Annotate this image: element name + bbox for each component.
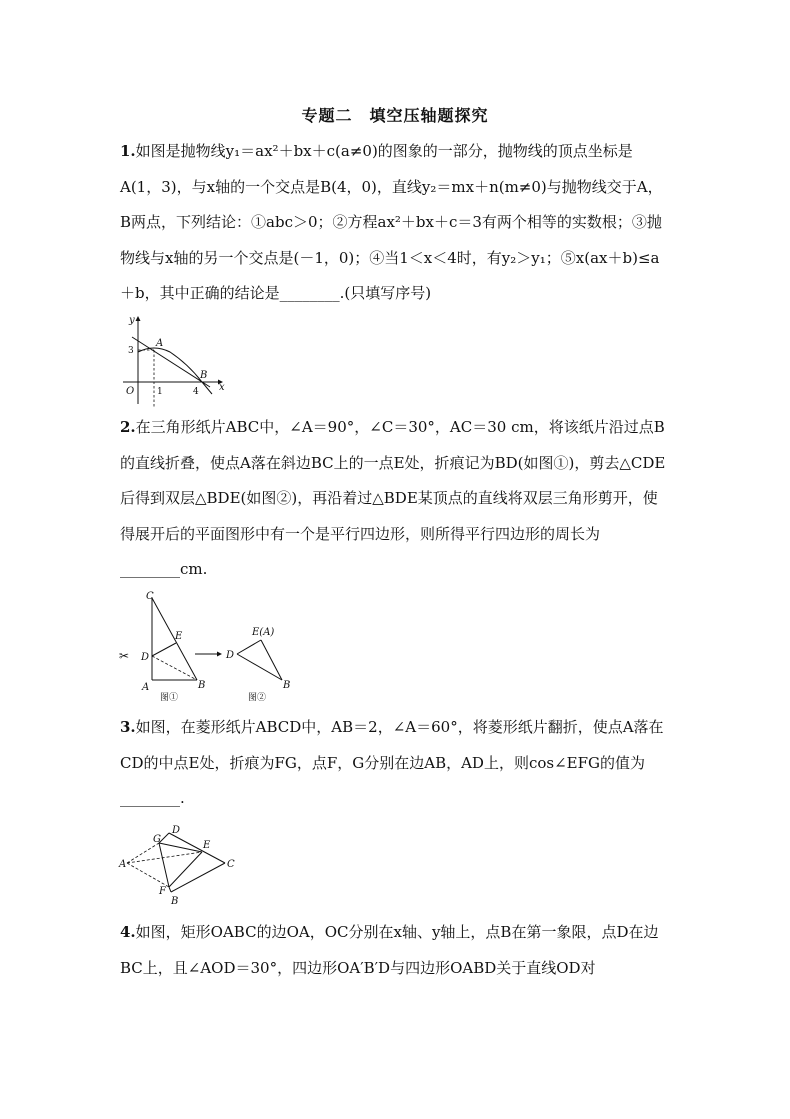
problem-number: 4. <box>120 923 136 941</box>
point-a-label: A <box>142 682 150 693</box>
problem-2 <box>120 410 672 588</box>
point-b-label: B <box>200 370 208 381</box>
problem-1 <box>120 134 672 312</box>
problem-text: 如图，矩形OABC的边OA，OC分别在x轴、y轴上，点B在第一象限，点D在边BC上，且∠AOD＝30°，四边形OA′B′D与四边形OABD关于直线OD对 <box>120 923 659 977</box>
point-b-label: B <box>171 896 179 907</box>
point-e-label: E <box>203 840 211 851</box>
point-e-label: E <box>175 631 183 642</box>
problem-number: 1. <box>120 142 136 160</box>
problem-4 <box>120 915 672 986</box>
parabola-figure <box>118 312 228 412</box>
point-d-label: D <box>141 652 150 663</box>
caption-figure-2: 图② <box>248 693 267 703</box>
page-title: 专题二 填空压轴题探究 <box>301 106 489 125</box>
point-c-label: C <box>227 859 235 870</box>
point-b2-label: B <box>283 680 291 691</box>
y-axis-label: y <box>129 315 135 326</box>
tick-3: 3 <box>128 346 134 356</box>
caption-figure-1: 图① <box>160 693 179 703</box>
problem-number: 3. <box>120 718 136 736</box>
problem-text: 在三角形纸片ABC中，∠A＝90°，∠C＝30°，AC＝30 cm，将该纸片沿过点B的直线折叠，使点A落在斜边BC上的一点E处，折痕记为BD(如图①)，剪去△CDE后得到双层△BDE(如图②)，再沿着过△BDE某顶点的直线将双层三角形剪开，使得展开后的平面图形中有一个是平行四边形，则所得平行四边形的周长为________cm. <box>120 418 666 578</box>
point-c-label: C <box>146 591 154 602</box>
point-a-label: A <box>156 338 164 349</box>
point-f-label: F <box>159 886 166 897</box>
point-g-label: G <box>153 834 161 845</box>
triangle-fold-figure <box>115 588 305 708</box>
x-axis-label: x <box>219 382 225 393</box>
origin-label: O <box>126 386 135 397</box>
point-b-label: B <box>198 680 206 691</box>
problem-text: 如图，在菱形纸片ABCD中，AB＝2，∠A＝60°，将菱形纸片翻折，使点A落在CD的中点E处，折痕为FG，点F，G分别在边AB，AD上，则cos∠EFG的值为________. <box>120 718 664 807</box>
point-d2-label: D <box>226 650 235 661</box>
problem-number: 2. <box>120 418 136 436</box>
point-ea-label: E(A) <box>252 627 275 638</box>
scissors-icon: ✂ <box>119 649 130 663</box>
point-d-label: D <box>172 825 181 836</box>
tick-1: 1 <box>157 387 163 397</box>
tick-4: 4 <box>193 387 199 397</box>
problem-3 <box>120 710 672 817</box>
problem-text: 如图是抛物线y₁＝ax²＋bx＋c(a≠0)的图象的一部分，抛物线的顶点坐标是A(1，3)，与x轴的一个交点是B(4，0)，直线y₂＝mx＋n(m≠0)与抛物线交于A，B两点，下列结论：①abc＞0；②方程ax²＋bx＋c＝3有两个相等的实数根；③抛物线与x轴的另一个交点是(－1，0)；④当1＜x＜4时，有y₂＞y₁；⑤x(ax＋b)≤a＋b，其中正确的结论是________.(只填写序号) <box>120 142 663 302</box>
rhombus-figure <box>115 820 245 910</box>
point-a-label: A <box>119 859 127 870</box>
